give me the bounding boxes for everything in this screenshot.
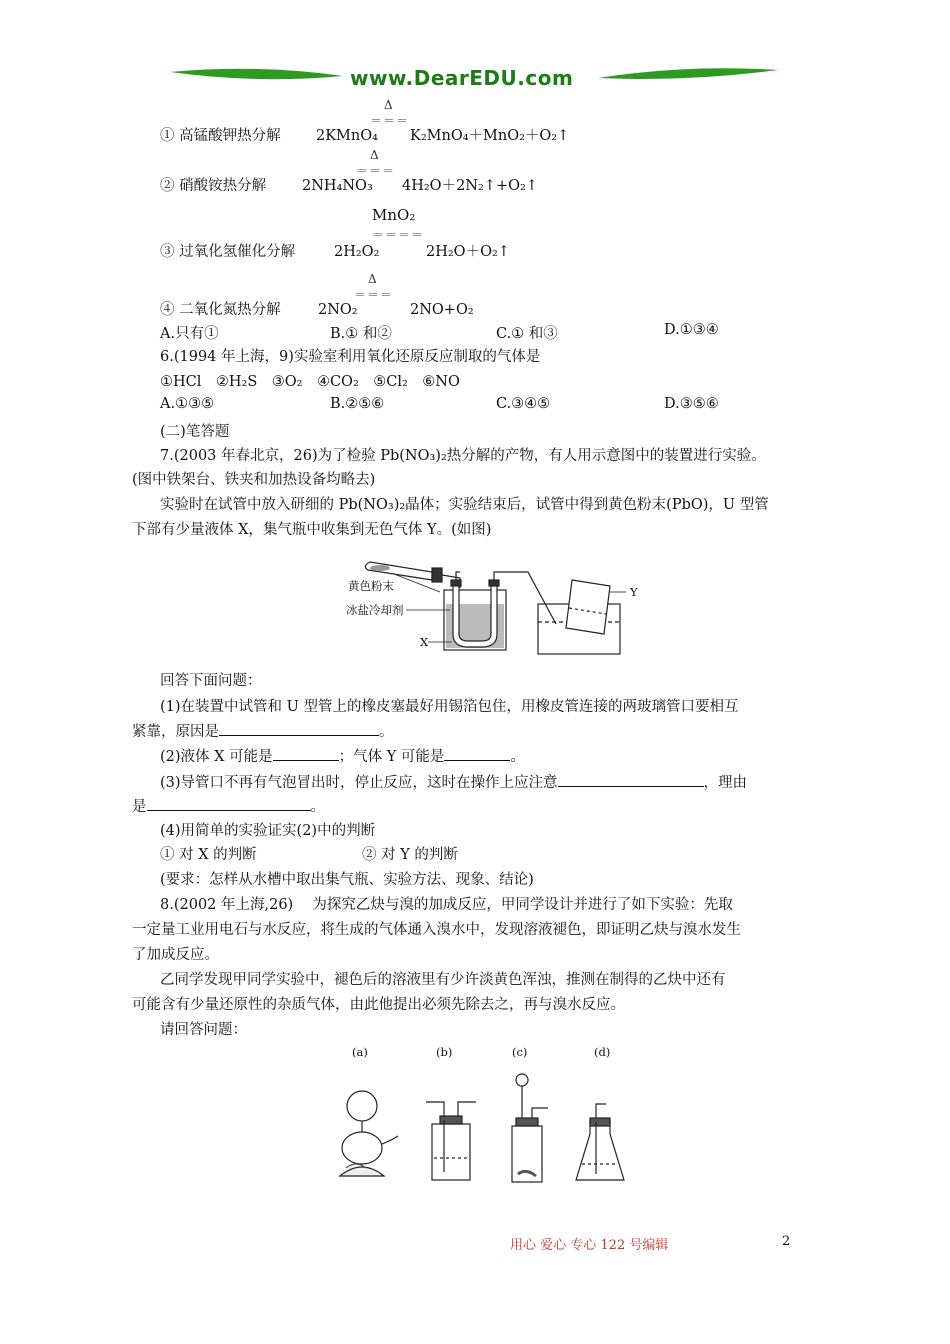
q6-option-d: D.③⑤⑥ bbox=[664, 396, 719, 412]
q8-line4: 乙同学发现甲同学实验中，褪色后的溶液里有少许淡黄色浑浊，推测在制得的乙炔中还有 bbox=[160, 972, 726, 988]
fig-b-label: (b) bbox=[436, 1045, 453, 1059]
q7-line4: 下部有少量液体 X，集气瓶中收集到无色气体 Y。(如图) bbox=[132, 522, 492, 538]
q8-line6: 请回答问题： bbox=[160, 1022, 247, 1038]
reaction-1-rhs: K₂MnO₄＋MnO₂＋O₂↑ bbox=[410, 128, 570, 144]
q7-part3-line2: 是 。 bbox=[132, 796, 325, 817]
page-number: 2 bbox=[782, 1234, 791, 1249]
reaction-3-lhs: 2H₂O₂ bbox=[334, 244, 380, 260]
reaction-4-condition: Δ bbox=[368, 272, 378, 286]
q8-line1: 8.(2002 年上海,26) 为探究乙炔与溴的加成反应，甲同学设计并进行了如下实验：先取 bbox=[160, 897, 733, 913]
q7-answer-heading: 回答下面问题： bbox=[160, 673, 262, 689]
site-logo[interactable]: www.DearEDU.com bbox=[350, 66, 574, 90]
reaction-1-equals: ＝＝＝ bbox=[370, 114, 410, 128]
q8-line2: 一定量工业用电石与水反应，将生成的气体通入溴水中，发现溶液褪色，即证明乙炔与溴水发生 bbox=[132, 922, 741, 938]
wash-bottle-b bbox=[426, 1102, 476, 1180]
q6-option-b: B.②⑤⑥ bbox=[330, 396, 385, 412]
fig-label-powder: 黄色粉末 bbox=[348, 579, 394, 593]
answer-blank-operation[interactable] bbox=[558, 772, 704, 787]
q7-part1-line1: (1)在装置中试管和 U 型管上的橡皮塞最好用锡箔包住，用橡皮管连接的两玻璃管口要相互 bbox=[160, 699, 739, 715]
q7-part4: (4)用简单的实验证实(2)中的判断 bbox=[160, 823, 376, 839]
q7-part4-y: ② 对 Y 的判断 bbox=[362, 847, 458, 863]
answer-blank-x[interactable] bbox=[273, 746, 339, 761]
q7-line3: 实验时在试管中放入研细的 Pb(NO₃)₂晶体；实验结束后，试管中得到黄色粉末(PbO)，U 型管 bbox=[160, 497, 769, 513]
answer-blank-y[interactable] bbox=[444, 746, 510, 761]
reaction-1-condition: Δ bbox=[384, 98, 394, 112]
q6-option-a: A.①③⑤ bbox=[160, 396, 215, 412]
conical-flask-d bbox=[576, 1104, 624, 1180]
reaction-3-label: ③ 过氧化氢催化分解 bbox=[160, 244, 296, 260]
reaction-1-lhs: 2KMnO₄ bbox=[316, 128, 378, 144]
reaction-2-equals: ＝＝＝ bbox=[356, 164, 396, 178]
q5-option-c: C.① 和③ bbox=[496, 326, 558, 342]
reaction-4-lhs: 2NO₂ bbox=[318, 302, 358, 318]
kipp-generator-a bbox=[340, 1091, 398, 1176]
water-trough bbox=[538, 580, 620, 654]
reaction-2-rhs: 4H₂O＋2N₂↑+O₂↑ bbox=[402, 178, 538, 194]
q7-line2: (图中铁架台、铁夹和加热设备均略去) bbox=[132, 472, 376, 488]
q5-option-a: A.只有① bbox=[160, 326, 219, 342]
q7-part4-requirement: (要求：怎样从水槽中取出集气瓶、实验方法、现象、结论) bbox=[160, 872, 534, 888]
section-heading: (二)笔答题 bbox=[160, 424, 230, 440]
q7-part2: (2)液体 X 可能是 ；气体 Y 可能是 。 bbox=[160, 746, 525, 767]
reaction-3-condition: MnO₂ bbox=[372, 206, 416, 224]
q6-option-c: C.③④⑤ bbox=[496, 396, 551, 412]
u-tube-in-beaker bbox=[444, 572, 556, 650]
reaction-1-label: ① 高锰酸钾热分解 bbox=[160, 128, 281, 144]
q8-line5: 可能含有少量还原性的杂质气体，由此他提出必须先除去之，再与溴水反应。 bbox=[132, 997, 625, 1013]
q5-option-d: D.①③④ bbox=[664, 322, 719, 338]
footer-motto: 用心 爱心 专心 122 号编辑 bbox=[510, 1238, 669, 1253]
q7-part3-line1: (3)导管口不再有气泡冒出时，停止反应，这时在操作上应注意 ，理由 bbox=[160, 772, 747, 793]
reaction-4-label: ④ 二氧化氮热分解 bbox=[160, 302, 281, 318]
fig-a-label: (a) bbox=[352, 1045, 368, 1059]
reaction-2-lhs: 2NH₄NO₃ bbox=[302, 178, 373, 194]
fig-label-y: Y bbox=[630, 585, 638, 599]
answer-blank-reason[interactable] bbox=[147, 796, 311, 811]
fig-d-label: (d) bbox=[594, 1045, 611, 1059]
fig-c-label: (c) bbox=[512, 1045, 528, 1059]
q8-line3: 了加成反应。 bbox=[132, 947, 219, 963]
reaction-3-equals: ＝＝＝＝ bbox=[372, 228, 425, 242]
fig-label-coolant: 冰盐冷却剂 bbox=[346, 603, 404, 617]
reaction-2-condition: Δ bbox=[370, 148, 380, 162]
fig-label-x: X bbox=[420, 635, 429, 649]
reaction-2-label: ② 硝酸铵热分解 bbox=[160, 178, 267, 194]
acetylene-apparatus-figure bbox=[326, 1064, 626, 1194]
reaction-4-equals: ＝＝＝ bbox=[354, 288, 394, 302]
q7-part4-x: ① 对 X 的判断 bbox=[160, 847, 257, 863]
reaction-4-rhs: 2NO+O₂ bbox=[410, 302, 474, 318]
reaction-3-rhs: 2H₂O＋O₂↑ bbox=[426, 244, 510, 260]
q7-part1-line2: 紧靠，原因是 。 bbox=[132, 721, 394, 742]
q6-items: ①HCl ②H₂S ③O₂ ④CO₂ ⑤Cl₂ ⑥NO bbox=[160, 374, 460, 390]
q6-stem: 6.(1994 年上海，9)实验室利用氧化还原反应制取的气体是 bbox=[160, 349, 541, 365]
q7-line1: 7.(2003 年春北京，26)为了检验 Pb(NO₃)₂热分解的产物，有人用示意图中的装置进行实验。 bbox=[160, 448, 766, 464]
answer-blank-1[interactable] bbox=[219, 721, 379, 736]
q5-option-b: B.① 和② bbox=[330, 326, 392, 342]
generator-bottle-c bbox=[512, 1074, 548, 1182]
